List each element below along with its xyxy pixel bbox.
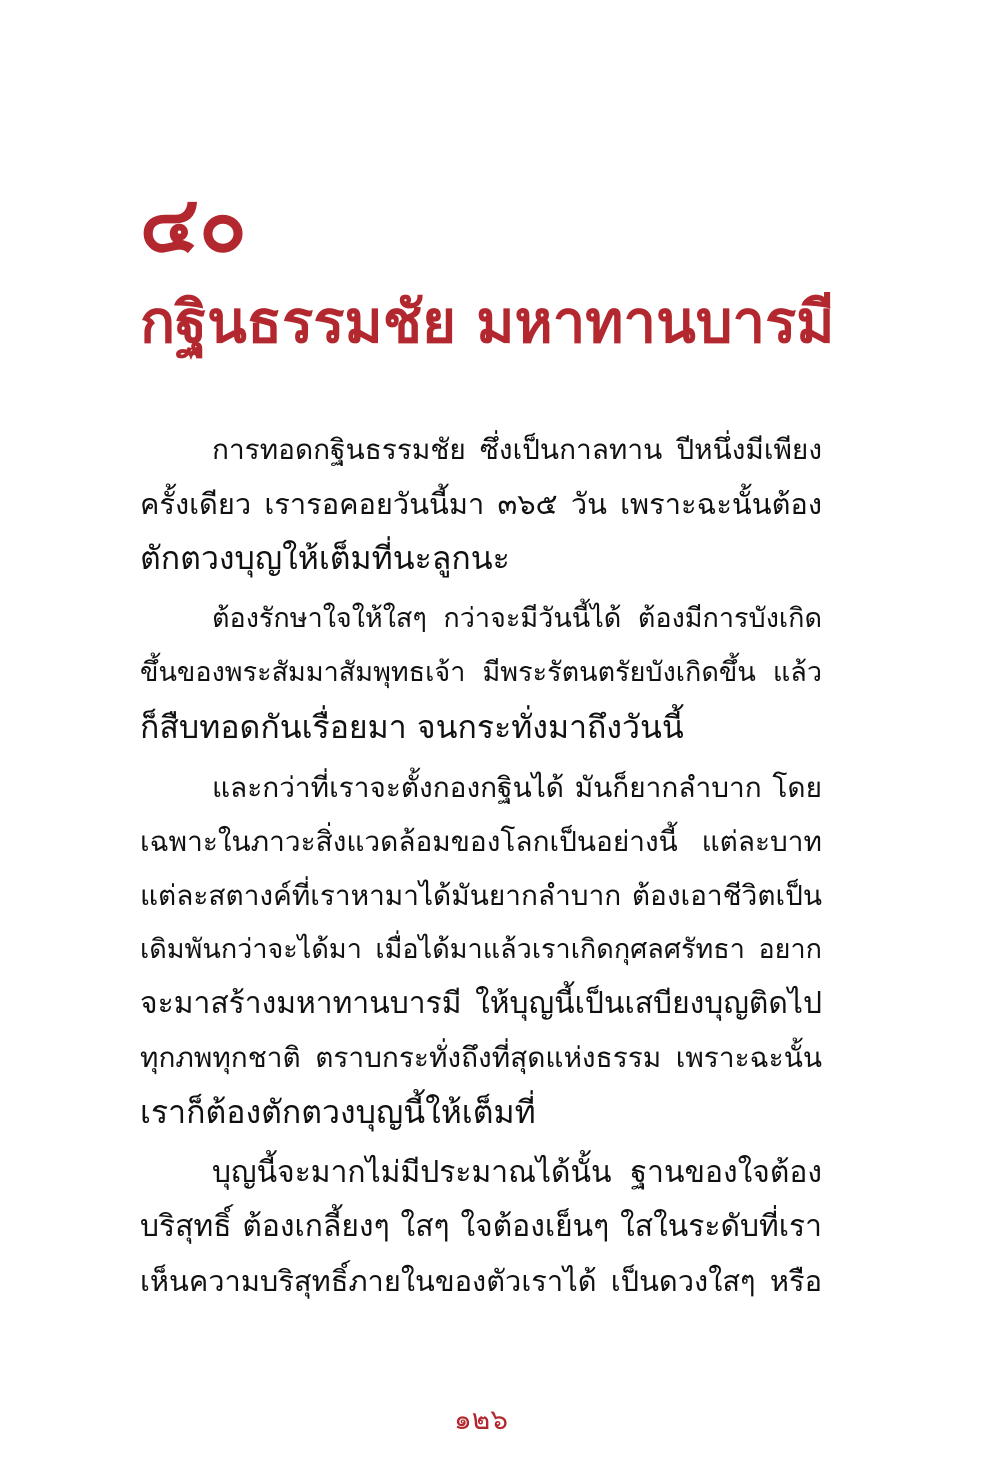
paragraph-line: แต่ละสตางค์ที่เราหามาได้มันยากลำบาก ต้องเอาชีวิตเป็น xyxy=(140,879,822,912)
paragraph-line: เดิมพันกว่าจะได้มา เมื่อได้มาแล้วเราเกิดกุศลศรัทธา อยาก xyxy=(140,934,822,965)
page-number: ๑๒๖ xyxy=(453,1403,508,1436)
paragraph-line: จะมาสร้างมหาทานบารมี ให้บุญนี้เป็นเสบียงบุญติดไป xyxy=(140,986,822,1021)
paragraph-line: และกว่าที่เราจะตั้งกองกฐินได้ มันก็ยากลำบาก โดย xyxy=(212,771,822,804)
paragraph-line: ก็สืบทอดกันเรื่อยมา จนกระทั่งมาถึงวันนี้ xyxy=(140,708,684,746)
paragraph-line: บริสุทธิ์ ต้องเกลี้ยงๆ ใสๆ ใจต้องเย็นๆ ใสในระดับที่เรา xyxy=(140,1209,822,1244)
paragraph-line: ขึ้นของพระสัมมาสัมพุทธเจ้า มีพระรัตนตรัยบังเกิดขึ้น แล้ว xyxy=(140,657,822,688)
paragraph-line: เราก็ต้องตักตวงบุญนี้ให้เต็มที่ xyxy=(140,1093,536,1131)
body-paragraph xyxy=(140,761,822,1139)
paragraph-line: ตักตวงบุญให้เต็มที่นะลูกนะ xyxy=(140,539,510,577)
body-text xyxy=(140,423,822,1308)
paragraph-line: ทุกภพทุกชาติ ตราบกระทั่งถึงที่สุดแห่งธรรม เพราะฉะนั้น xyxy=(140,1041,822,1074)
body-paragraph xyxy=(140,423,822,585)
paragraph-line: บุญนี้จะมากไม่มีประมาณได้นั้น ฐานของใจต้อง xyxy=(212,1155,822,1190)
paragraph-line: เฉพาะในภาวะสิ่งแวดล้อมของโลกเป็นอย่างนี้ แต่ละบาท xyxy=(140,825,822,858)
chapter-number: ๔๐ xyxy=(140,179,247,270)
chapter-title: กฐินธรรมชัย มหาทานบารมี xyxy=(140,288,835,356)
paragraph-line: เห็นความบริสุทธิ์ภายในของตัวเราได้ เป็นดวงใสๆ หรือ xyxy=(140,1264,822,1298)
paragraph-line: ต้องรักษาใจให้ใสๆ กว่าจะมีวันนี้ได้ ต้องมีการบังเกิด xyxy=(212,603,822,634)
body-paragraph xyxy=(140,1146,822,1308)
paragraph-line: การทอดกฐินธรรมชัย ซึ่งเป็นกาลทาน ปีหนึ่งมีเพียง xyxy=(212,433,822,466)
paragraph-line: ครั้งเดียว เรารอคอยวันนี้มา ๓๖๕ วัน เพราะฉะนั้นต้อง xyxy=(140,487,822,521)
body-paragraph xyxy=(140,592,822,754)
